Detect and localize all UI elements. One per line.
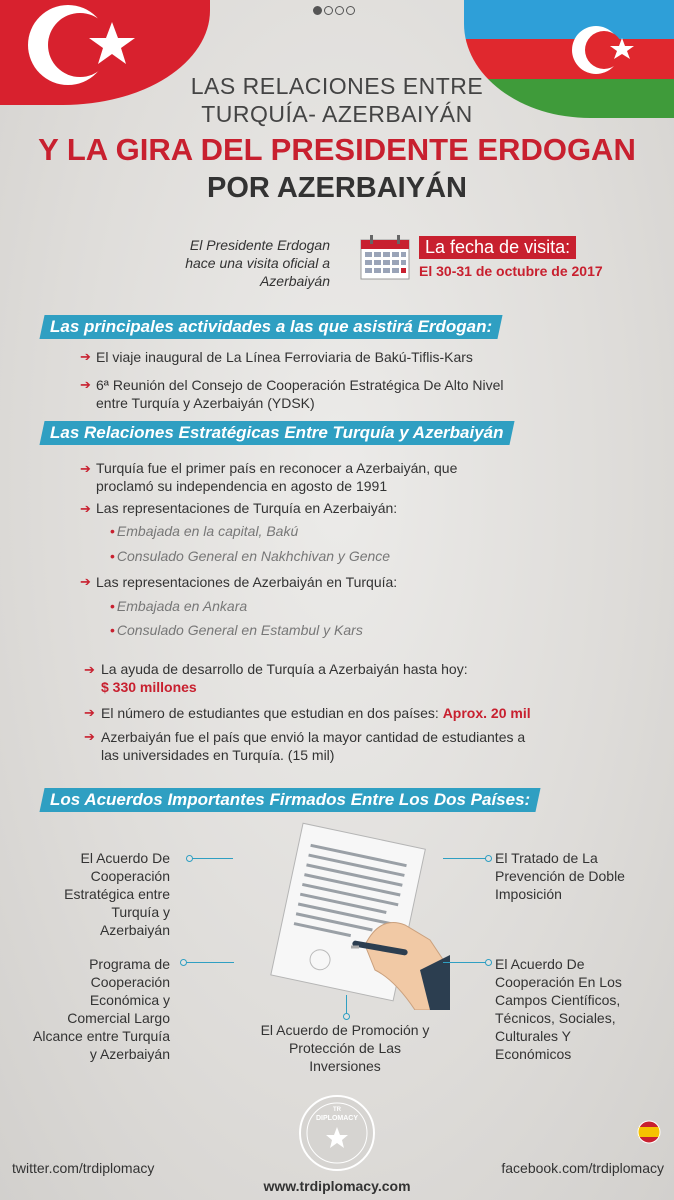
relation-item-6 xyxy=(101,728,525,764)
agreement-4-line: Imposición xyxy=(495,886,562,902)
agreement-3-line: Protección de Las xyxy=(288,1040,402,1056)
pager-dots-icon[interactable] xyxy=(313,6,355,15)
relation-item-1-line-1: Turquía fue el primer país en reconocer a Azerbaiyán, que xyxy=(96,460,458,476)
agreement-2-line: y Azerbaiyán xyxy=(89,1046,170,1062)
visit-note-line-2: hace una visita oficial a xyxy=(185,255,330,271)
relations-heading-text: Las Relaciones Estratégicas Entre Turquía y Azerbaiyán xyxy=(50,423,504,442)
agreement-2-line: Programa de xyxy=(89,956,170,972)
title-block xyxy=(0,72,674,128)
activities-heading xyxy=(39,315,502,339)
activities-heading-text: Las principales actividades a las que asistirá Erdogan: xyxy=(50,317,493,336)
title-line-3: Y LA GIRA DEL PRESIDENTE ERDOGAN xyxy=(38,132,636,167)
arrow-right-icon: ➔ xyxy=(80,377,91,392)
relation-item-1-line-2: proclamó su independencia en agosto de 1991 xyxy=(96,478,388,494)
pager-dot-1[interactable] xyxy=(313,6,322,15)
arrow-right-icon: ➔ xyxy=(80,349,91,364)
pager-dot-4[interactable] xyxy=(346,6,355,15)
agreement-2-line: Alcance entre Turquía xyxy=(33,1028,170,1044)
relation-item-6-line-2: las universidades en Turquía. (15 mil) xyxy=(101,747,335,763)
arrow-right-icon: ➔ xyxy=(84,705,95,720)
relation-sub-item xyxy=(110,622,363,638)
seal-text-top: TR xyxy=(333,1107,341,1113)
connector-line xyxy=(188,858,233,859)
pager-dot-3[interactable] xyxy=(335,6,344,15)
visit-date-label: La fecha de visita: xyxy=(419,236,576,259)
agreement-2-line: Comercial Largo xyxy=(67,1010,170,1026)
bullet-dot-icon: • xyxy=(110,523,115,539)
agreement-5-line: Cooperación En Los xyxy=(495,974,622,990)
connector-node xyxy=(186,855,193,862)
agreement-4 xyxy=(495,849,655,903)
connector-node xyxy=(180,959,187,966)
bullet-dot-icon: • xyxy=(110,622,115,638)
facebook-link[interactable]: facebook.com/trdiplomacy xyxy=(501,1160,664,1176)
relation-item-4-line-1: La ayuda de desarrollo de Turquía a Azerbaiyán hasta hoy: xyxy=(101,661,468,677)
connector-line xyxy=(443,858,487,859)
connector-node xyxy=(343,1013,350,1020)
twitter-link[interactable]: twitter.com/trdiplomacy xyxy=(12,1160,155,1176)
activity-item-2 xyxy=(96,376,504,412)
relation-item-2: Las representaciones de Turquía en Azerbaiyán: xyxy=(96,500,398,516)
agreement-1-line: Turquía y xyxy=(111,904,170,920)
relation-item-4 xyxy=(101,660,468,696)
agreement-1-line: Cooperación xyxy=(90,868,170,884)
connector-line xyxy=(182,962,234,963)
agreement-4-line: El Tratado de La xyxy=(495,850,598,866)
trdiplomacy-seal-icon xyxy=(297,1093,377,1178)
visit-note xyxy=(140,236,330,290)
agreement-5-line: Técnicos, Sociales, xyxy=(495,1010,616,1026)
visit-note-line-1: El Presidente Erdogan xyxy=(189,237,330,253)
agreement-2-line: Económica y xyxy=(89,992,170,1008)
relation-item-5-text: El número de estudiantes que estudian en dos países: xyxy=(101,705,439,721)
spain-flag-icon[interactable] xyxy=(637,1120,661,1144)
agreement-3-line: El Acuerdo de Promoción y xyxy=(260,1022,430,1038)
arrow-right-icon: ➔ xyxy=(84,729,95,744)
calendar-icon xyxy=(360,234,410,280)
agreement-5 xyxy=(495,955,665,1063)
connector-node xyxy=(485,959,492,966)
relation-sub-item-text: Embajada en Ankara xyxy=(116,598,248,614)
connector-line xyxy=(346,995,347,1015)
signing-document-icon xyxy=(255,820,450,1010)
title-line-1: LAS RELACIONES ENTRE xyxy=(190,73,484,99)
agreement-1-line: Azerbaiyán xyxy=(99,922,170,938)
bullet-dot-icon: • xyxy=(110,548,115,564)
relation-sub-item-text: Consulado General en Estambul y Kars xyxy=(116,622,363,638)
agreement-4-line: Prevención de Doble xyxy=(495,868,625,884)
arrow-right-icon: ➔ xyxy=(80,574,91,589)
relation-item-6-line-1: Azerbaiyán fue el país que envió la mayor cantidad de estudiantes a xyxy=(101,729,526,745)
agreements-heading-text: Los Acuerdos Importantes Firmados Entre Los Dos Países: xyxy=(50,790,531,809)
aid-amount: $ 330 millones xyxy=(101,679,197,695)
agreement-2 xyxy=(10,955,170,1063)
agreement-5-line: Económicos xyxy=(495,1046,572,1062)
arrow-right-icon: ➔ xyxy=(80,501,91,516)
visit-note-line-3: Azerbaiyán xyxy=(259,273,330,289)
agreement-1 xyxy=(30,849,170,939)
connector-line xyxy=(443,962,487,963)
activity-item-2-line-1: 6ª Reunión del Consejo de Cooperación Estratégica De Alto Nivel xyxy=(96,377,504,393)
agreement-2-line: Cooperación xyxy=(90,974,170,990)
pager-dot-2[interactable] xyxy=(324,6,333,15)
agreement-1-line: Estratégica entre xyxy=(64,886,170,902)
relation-item-5 xyxy=(101,704,531,722)
agreement-3-line: Inversiones xyxy=(309,1058,381,1074)
agreements-heading xyxy=(39,788,540,812)
relation-sub-item xyxy=(110,523,298,539)
relations-heading xyxy=(39,421,514,445)
relation-sub-item-text: Embajada en la capital, Bakú xyxy=(116,523,299,539)
relation-item-3: Las representaciones de Azerbaiyán en Turquía: xyxy=(96,574,398,590)
arrow-right-icon: ➔ xyxy=(80,461,91,476)
activity-item-1: El viaje inaugural de La Línea Ferroviaria de Bakú-Tiflis-Kars xyxy=(96,349,473,365)
title-line-2: TURQUÍA- AZERBAIYÁN xyxy=(201,101,473,127)
relation-item-1 xyxy=(96,459,457,495)
agreement-5-line: Campos Científicos, xyxy=(495,992,621,1008)
students-amount: Aprox. 20 mil xyxy=(442,705,531,721)
agreement-1-line: El Acuerdo De xyxy=(80,850,170,866)
bullet-dot-icon: • xyxy=(110,598,115,614)
website-link[interactable]: www.trdiplomacy.com xyxy=(263,1178,411,1194)
visit-date-value: El 30-31 de octubre de 2017 xyxy=(419,263,603,279)
agreement-5-line: Culturales Y xyxy=(495,1028,572,1044)
agreement-5-line: El Acuerdo De xyxy=(495,956,585,972)
arrow-right-icon: ➔ xyxy=(84,662,95,677)
title-line-4: POR AZERBAIYÁN xyxy=(207,172,467,204)
relation-sub-item xyxy=(110,598,247,614)
relation-sub-item-text: Consulado General en Nakhchivan y Gence xyxy=(116,548,391,564)
relation-sub-item xyxy=(110,548,390,564)
agreement-3 xyxy=(240,1021,450,1075)
seal-text-main: DIPLOMACY xyxy=(316,1115,358,1122)
connector-node xyxy=(485,855,492,862)
activity-item-2-line-2: entre Turquía y Azerbaiyán (YDSK) xyxy=(96,395,315,411)
